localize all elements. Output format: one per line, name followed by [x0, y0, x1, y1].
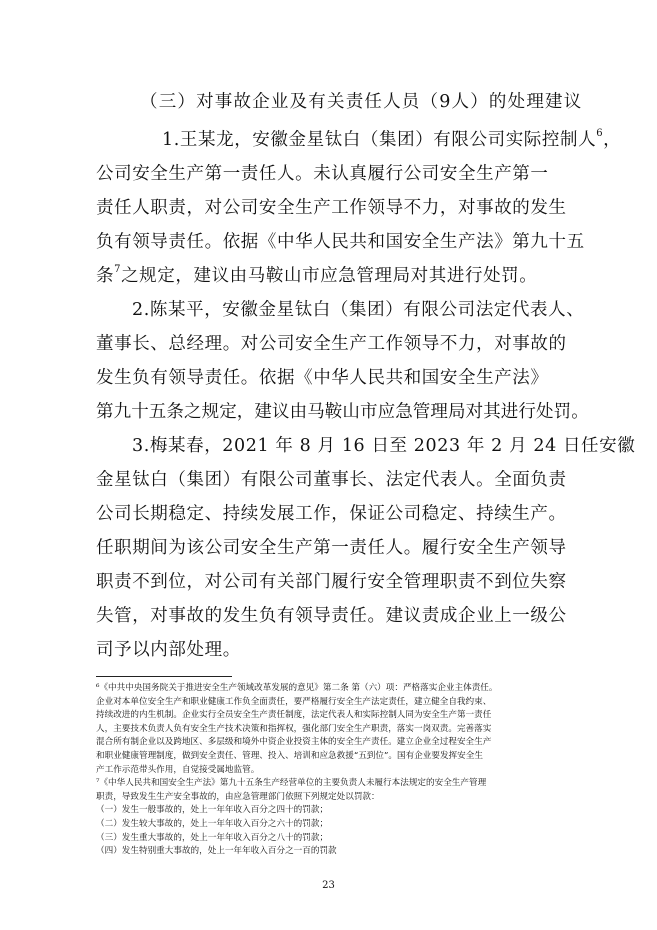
- para1-line1: 1.王某龙，安徽金星钛白（集团）有限公司实际控制人$^6$，: [162, 128, 622, 150]
- footnote-6-line1: ⁶《中共中央国务院关于推进安全生产领域改革发展的意见》第二条 第（六）项：严格落实企业主体责任。: [96, 683, 498, 693]
- para1-line2: 公司安全生产第一责任人。未认真履行公司安全生产第一: [96, 164, 549, 184]
- footnote-6-line4: 人，主要技术负责人负有安全生产技术决策和指挥权，强化部门安全生产职责，落实一岗双责。完善落实: [96, 723, 492, 734]
- footnote-7-line6: （四）发生特别重大事故的，处上一年年收入百分之一百的罚款: [96, 846, 337, 857]
- para3-line6: 失管，对事故的发生负有领导责任。建议责成企业上一级公: [96, 606, 567, 626]
- para3-line7: 司予以内部处理。: [96, 640, 241, 660]
- footnote-7-line5: （三）发生重大事故的，处上一年年收入百分之八十的罚款；: [96, 832, 329, 843]
- para2-line2: 董事长、总经理。对公司安全生产工作领导不力，对事故的: [96, 334, 567, 354]
- footnote-6-line2: 企业对本单位安全生产和职业健康工作负全面责任，要严格履行安全生产法定责任，建立健全自我约束、: [96, 696, 492, 707]
- para2-line4: 第九十五条之规定，建议由马鞍山市应急管理局对其进行处罚。: [96, 402, 589, 422]
- footnote-6-line7: 产工作示范带头作用，自觉接受属地监管。: [96, 764, 260, 775]
- footnote-ref-7[interactable]: 7: [114, 264, 122, 276]
- para3-line2: 金星钛白（集团）有限公司董事长、法定代表人。全面负责: [96, 470, 567, 490]
- footnote-7-line1: ⁷《中华人民共和国安全生产法》第九十五条生产经营单位的主要负责人未履行本法规定的安全生产管理: [96, 778, 487, 789]
- footnote-7-line4: （二）发生较大事故的，处上一年年收入百分之六十的罚款；: [96, 819, 329, 829]
- para2-line3: 发生负有领导责任。依据《中华人民共和国安全生产法》: [96, 368, 549, 388]
- para3-line3: 公司长期稳定、持续发展工作，保证公司稳定、持续生产。: [96, 504, 567, 524]
- page-number: 23: [322, 880, 335, 891]
- para2-line1: 2.陈某平，安徽金星钛白（集团）有限公司法定代表人、: [132, 300, 585, 320]
- footnote-6-line6: 和职业健康管理制度，做到安全责任、管理、投入、培训和应急救援“五到位”。国有企业要发挥安全生: [96, 751, 483, 761]
- para3-line1: 3.梅某春，2021 年 8 月 16 日至 2023 年 2 月 24 日任安徽: [132, 436, 636, 456]
- footnote-6-line3: 持续改进的内生机制。企业实行全员安全生产责任制度，法定代表人和实际控制人同为安全生产第一责任: [96, 710, 492, 721]
- footnote-7-line3: （一）发生一般事故的，处上一年年收入百分之四十的罚款；: [96, 805, 329, 816]
- para1-line5: 条$^7$之规定，建议由马鞍山市应急管理局对其进行处罚。: [96, 264, 538, 286]
- footnote-separator: [96, 676, 232, 677]
- footnote-6-line5: 混合所有制企业以及跨地区、多层级和境外中资企业投资主体的安全生产责任。建立企业全过程安全生产: [96, 737, 492, 748]
- footnote-7-line2: 职责，导致发生生产安全事故的，由应急管理部门依照下列规定处以罚款：: [96, 791, 380, 802]
- para1-line4: 负有领导责任。依据《中华人民共和国安全生产法》第九十五: [96, 232, 585, 252]
- para1-line3: 责任人职责，对公司安全生产工作领导不力，对事故的发生: [96, 198, 567, 218]
- section-heading: （三）对事故企业及有关责任人员（9人）的处理建议: [140, 92, 583, 112]
- para3-line5: 职责不到位，对公司有关部门履行安全管理职责不到位失察: [96, 572, 567, 592]
- footnote-ref-6[interactable]: 6: [596, 128, 604, 140]
- para3-line4: 任职期间为该公司安全生产第一责任人。履行安全生产领导: [96, 538, 567, 558]
